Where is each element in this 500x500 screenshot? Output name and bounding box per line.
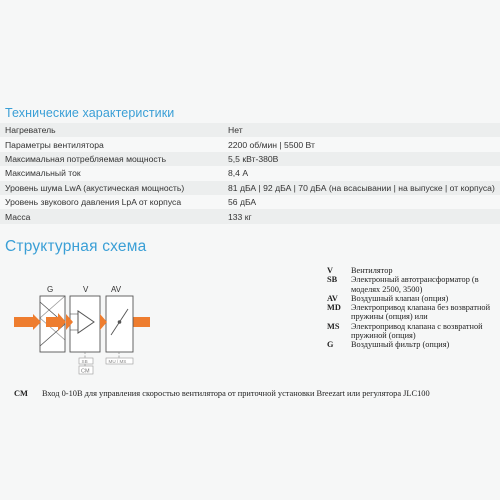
specs-table (0, 123, 500, 224)
legend-abbr: AV (327, 293, 338, 303)
legend (327, 266, 500, 350)
legend-text: Вентилятор (351, 266, 393, 275)
legend-abbr: MS (327, 321, 340, 331)
label-v: V (83, 285, 89, 294)
svg-text:SB: SB (81, 359, 88, 364)
legend-item (327, 294, 500, 303)
cm-box (79, 366, 93, 375)
legend-item (327, 303, 500, 322)
cm-note-abbr: CM (14, 389, 28, 398)
spec-value: 56 дБА (223, 195, 500, 209)
table-row (0, 195, 500, 209)
spec-key: Максимальный ток (0, 166, 223, 180)
legend-item (327, 322, 500, 341)
legend-text: Электропривод клапана без возвратной пружины (опция) или (351, 303, 491, 322)
cm-note (14, 389, 430, 398)
spec-value: 8,4 А (223, 166, 500, 180)
fan-box (70, 296, 100, 352)
valve-box (106, 296, 133, 352)
scheme-heading: Структурная схема (5, 238, 147, 255)
specs-heading: Технические характеристики (5, 106, 175, 120)
table-row (0, 137, 500, 151)
spec-value: 5,5 кВт-380В (223, 152, 500, 166)
spec-key: Уровень шума LwA (акустическая мощность) (0, 181, 223, 195)
svg-text:CM: CM (81, 368, 90, 375)
legend-text: Воздушный фильтр (опция) (351, 340, 450, 350)
filter-box (40, 296, 66, 352)
legend-item (327, 340, 500, 349)
table-row (0, 209, 500, 223)
legend-item (327, 275, 500, 294)
spec-key: Параметры вентилятора (0, 137, 223, 151)
mu-ms-box (106, 358, 133, 364)
spec-key: Уровень звукового давления LpA от корпуса (0, 195, 223, 209)
outlet-arrow (133, 317, 150, 327)
spec-key: Масса (0, 209, 223, 223)
table-row (0, 181, 500, 195)
table-row (0, 166, 500, 180)
legend-abbr: SB (327, 275, 338, 285)
legend-text: Воздушный клапан (опция) (351, 293, 449, 303)
spec-key: Максимальная потребляемая мощность (0, 152, 223, 166)
table-row (0, 123, 500, 137)
spec-value: 133 кг (223, 209, 500, 223)
structure-diagram (0, 280, 170, 380)
legend-text: Электропривод клапана с возвратной пружиной (опция) (351, 321, 483, 341)
cm-note-text: Вход 0-10В для управления скоростью вентилятора от приточной установки Breezart или регулятора JLC100 (41, 389, 430, 398)
legend-abbr: G (327, 340, 334, 350)
spec-value: 2200 об/мин | 5500 Вт (223, 137, 500, 151)
spec-value: Нет (223, 123, 500, 137)
legend-abbr: MD (327, 303, 341, 313)
label-av: AV (111, 285, 122, 294)
svg-text:MU / MS: MU / MS (108, 359, 127, 364)
spec-key: Нагреватель (0, 123, 223, 137)
table-row (0, 152, 500, 166)
legend-text: Электронный автотрансформатор (в моделях 2500, 3500) (351, 275, 479, 294)
legend-abbr: V (327, 266, 333, 275)
spec-value: 81 дБА | 92 дБА | 70 дБА (на всасывании | на выпуске | от корпуса) (223, 181, 500, 195)
sb-box (79, 358, 93, 364)
label-g: G (47, 285, 54, 294)
legend-item (327, 266, 500, 275)
